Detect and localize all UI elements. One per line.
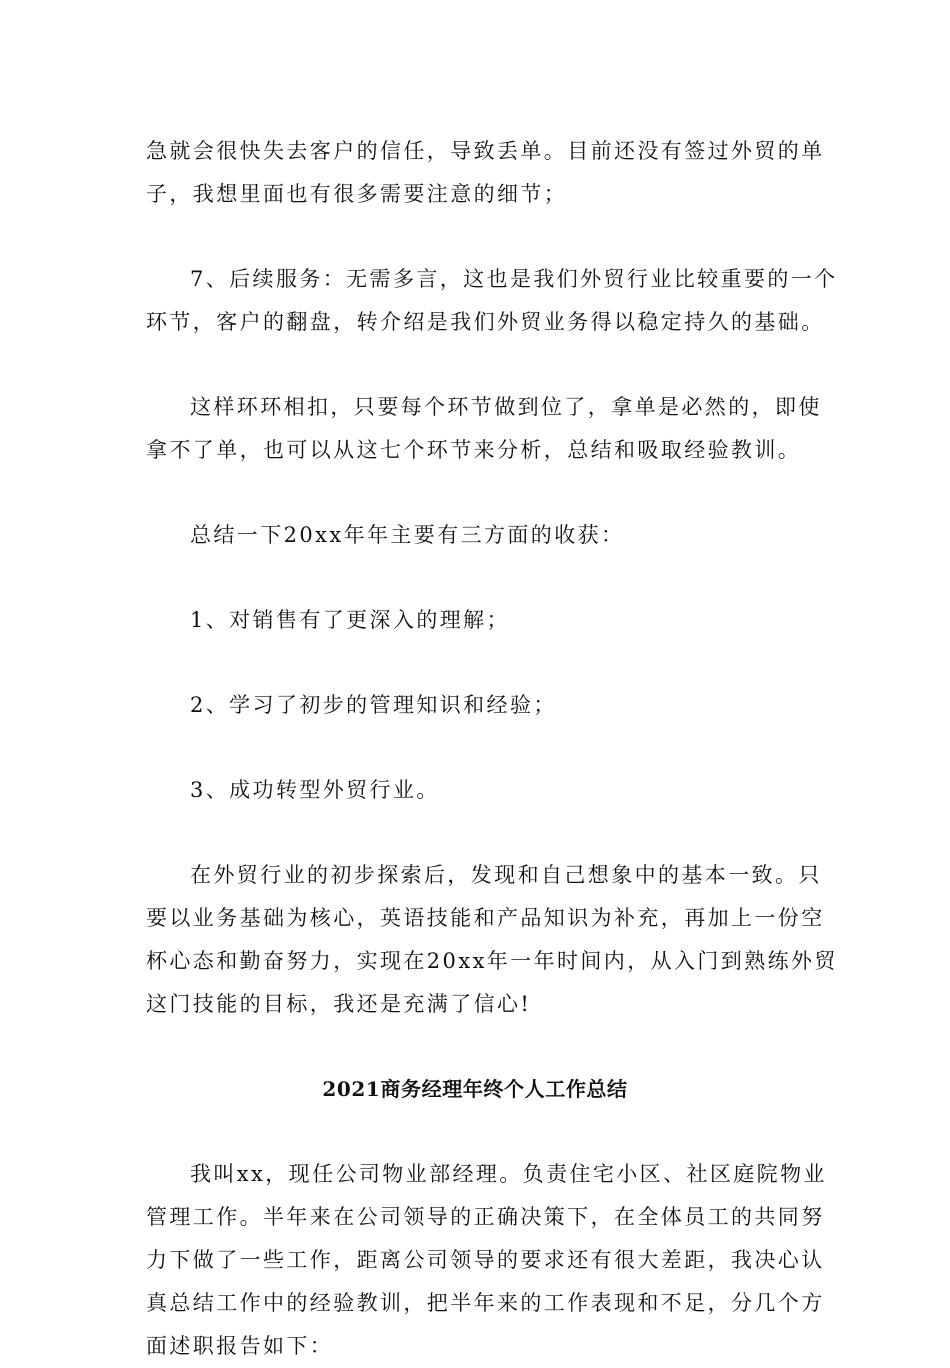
text-line: 力下做了一些工作，距离公司领导的要求还有很大差距，我决心认 xyxy=(146,1248,825,1272)
paragraph-linked-steps xyxy=(146,386,822,472)
text-line: 环节，客户的翻盘，转介绍是我们外贸业务得以稳定持久的基础。 xyxy=(146,310,825,334)
text-line: 急就会很快失去客户的信任，导致丢单。目前还没有签过外贸的单 xyxy=(146,139,825,163)
list-item-gain-1 xyxy=(146,599,804,642)
section-title: 2021商务经理年终个人工作总结 xyxy=(322,1077,628,1101)
text-line: 我叫xx，现任公司物业部经理。负责住宅小区、社区庭院物业 xyxy=(190,1162,827,1186)
text-line: 子，我想里面也有很多需要注意的细节； xyxy=(146,182,568,206)
text-line: 管理工作。半年来在公司领导的正确决策下，在全体员工的共同努 xyxy=(146,1205,825,1229)
list-item-gain-2 xyxy=(146,684,804,727)
paragraph-self-introduction xyxy=(146,1153,827,1368)
text-line: 总结一下20xx年年主要有三方面的收获： xyxy=(190,523,625,547)
text-line: 3、成功转型外贸行业。 xyxy=(190,778,440,802)
text-line: 面述职报告如下： xyxy=(146,1334,334,1358)
text-line: 在外贸行业的初步探索后，发现和自己想象中的基本一致。只 xyxy=(190,863,822,887)
text-line: 要以业务基础为核心，英语技能和产品知识为补充，再加上一份空 xyxy=(146,906,825,930)
text-line: 2、学习了初步的管理知识和经验； xyxy=(190,693,557,717)
text-line: 这样环环相扣，只要每个环节做到位了，拿单是必然的，即使 xyxy=(190,395,822,419)
paragraph-after-sales-service xyxy=(146,258,838,344)
text-line: 真总结工作中的经验教训，把半年来的工作表现和不足，分几个方 xyxy=(146,1291,825,1315)
text-line: 拿不了单，也可以从这七个环节来分析，总结和吸取经验教训。 xyxy=(146,438,802,462)
list-item-gain-3 xyxy=(146,769,804,812)
text-line: 1、对销售有了更深入的理解； xyxy=(190,608,510,632)
text-line: 7、后续服务：无需多言，这也是我们外贸行业比较重要的一个 xyxy=(190,267,838,291)
paragraph-lost-order xyxy=(146,130,825,216)
document-page xyxy=(146,130,838,1368)
text-line: 杯心态和勤奋努力，实现在20xx年一年时间内，从入门到熟练外贸 xyxy=(146,949,838,973)
paragraph-summary-intro xyxy=(146,514,804,557)
paragraph-confidence xyxy=(146,854,838,1026)
text-line: 这门技能的目标，我还是充满了信心! xyxy=(146,992,532,1016)
